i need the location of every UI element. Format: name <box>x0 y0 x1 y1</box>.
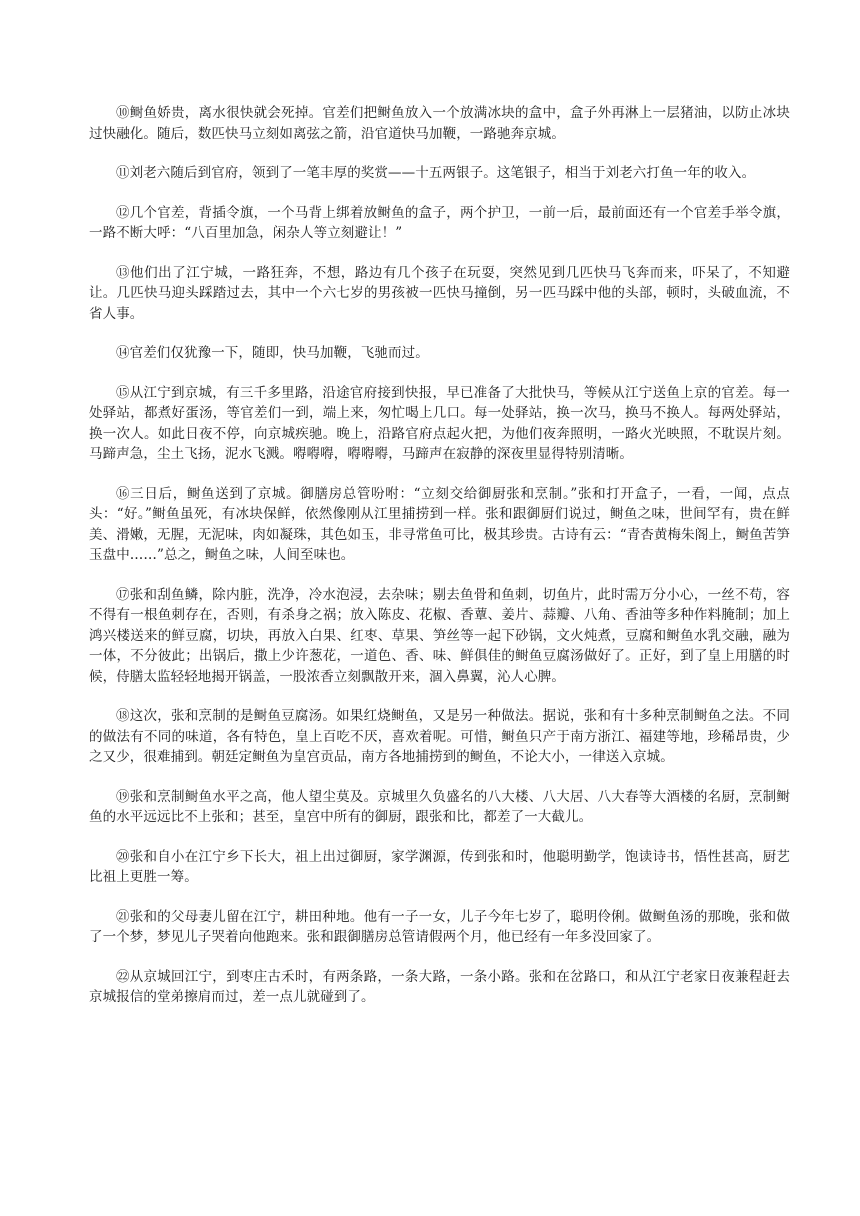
paragraph-18: ⑱这次，张和烹制的是鲥鱼豆腐汤。如果红烧鲥鱼，又是另一种做法。据说，张和有十多种烹制鲥鱼之法。不同的做法有不同的味道，各有特色，皇上百吃不厌，喜欢着呢。可惜，鲥鱼只产于南方浙江、福建等地，珍稀昂贵，少之又少，很难捕到。朝廷定鲥鱼为皇宫贡品，南方各地捕捞到的鲥鱼，不论大小，一律送入京城。 <box>89 708 790 765</box>
paragraph-20: ⑳张和自小在江宁乡下长大，祖上出过御厨，家学渊源，传到张和时，他聪明勤学，饱读诗书，悟性甚高，厨艺比祖上更胜一筹。 <box>89 848 790 885</box>
paragraph-10: ⑩鲥鱼娇贵，离水很快就会死掉。官差们把鲥鱼放入一个放满冰块的盒中，盒子外再淋上一层猪油，以防止冰块过快融化。随后，数匹快马立刻如离弦之箭，沿官道快马加鞭，一路驰奔京城。 <box>89 105 790 142</box>
paragraph-12: ⑫几个官差，背插令旗，一个马背上绑着放鲥鱼的盒子，两个护卫，一前一后，最前面还有一个官差手举令旗，一路不断大呼：“八百里加急，闲杂人等立刻避让！” <box>89 204 790 241</box>
paragraph-16: ⑯三日后，鲥鱼送到了京城。御膳房总管吩咐：“立刻交给御厨张和烹制。”张和打开盒子，一看，一闻，点点头：“好。”鲥鱼虽死，有冰块保鲜，依然像刚从江里捕捞到一样。张和跟御厨们说过，鲥鱼之味，世间罕有，贵在鲜美、滑嫩，无腥，无泥味，肉如凝珠，其色如玉，非寻常鱼可比，极其珍贵。古诗有云：“青杏黄梅朱阁上，鲥鱼苦笋玉盘中……”总之，鲥鱼之味，人间至味也。 <box>89 485 790 563</box>
paragraph-11: ⑪刘老六随后到官府，领到了一笔丰厚的奖赏——十五两银子。这笔银子，相当于刘老六打鱼一年的收入。 <box>116 165 756 181</box>
paragraph-14: ⑭官差们仅犹豫一下，随即，快马加鞭，飞驰而过。 <box>116 345 429 361</box>
paragraph-13: ⑬他们出了江宁城，一路狂奔，不想，路边有几个孩子在玩耍，突然见到几匹快马飞奔而来，吓呆了，不知避让。几匹快马迎头踩踏过去，其中一个六七岁的男孩被一匹快马撞倒，另一匹马踩中他的头部，顿时，头破血流，不省人事。 <box>89 264 790 322</box>
paragraph-19: ⑲张和烹制鲥鱼水平之高，他人望尘莫及。京城里久负盛名的八大楼、八大居、八大春等大酒楼的名厨，烹制鲥鱼的水平远远比不上张和；甚至，皇宫中所有的御厨，跟张和比，都差了一大截儿。 <box>89 788 790 825</box>
paragraph-15: ⑮从江宁到京城，有三千多里路，沿途官府接到快报，早已准备了大批快马，等候从江宁送鱼上京的官差。每一处驿站，都煮好蛋汤，等官差们一到，端上来，匆忙喝上几口。每一处驿站，换一次马，换马不换人。每两处驿站，换一次人。如此日夜不停，向京城疾驰。晚上，沿路官府点起火把，为他们夜奔照明，一路火光映照，不耽误片刻。马蹄声急，尘土飞扬，泥水飞溅。嘚嘚嘚，嘚嘚嘚，马蹄声在寂静的深夜里显得特别清晰。 <box>89 384 790 462</box>
paragraph-17: ⑰张和刮鱼鳞，除内脏，洗净，冷水泡浸，去杂味；剔去鱼骨和鱼刺，切鱼片，此时需万分小心，一丝不苟，容不得有一根鱼刺存在，否则，有杀身之祸；放入陈皮、花椒、香蕈、姜片、蒜瓣、八角、香油等多种作料腌制；加上鸿兴楼送来的鲜豆腐，切块，再放入白果、红枣、草果、笋丝等一起下砂锅，文火炖煮，豆腐和鲥鱼水乳交融，融为一体，不分彼此；出锅后，撒上少许葱花，一道色、香、味、鲜俱佳的鲥鱼豆腐汤做好了。正好，到了皇上用膳的时候，侍膳太监轻轻地揭开锅盖，一股浓香立刻飘散开来，涸入鼻翼，沁人心脾。 <box>89 586 790 685</box>
paragraph-22: ㉒从京城回江宁，到枣庄古禾时，有两条路，一条大路，一条小路。张和在岔路口，和从江宁老家日夜兼程赶去京城报信的堂弟擦肩而过，差一点儿就碰到了。 <box>89 968 790 1005</box>
paragraph-21: ㉑张和的父母妻儿留在江宁，耕田种地。他有一子一女，儿子今年七岁了，聪明伶俐。做鲥鱼汤的那晚，张和做了一个梦，梦见儿子哭着向他跑来。张和跟御膳房总管请假两个月，他已经有一年多没回家了。 <box>89 908 790 945</box>
